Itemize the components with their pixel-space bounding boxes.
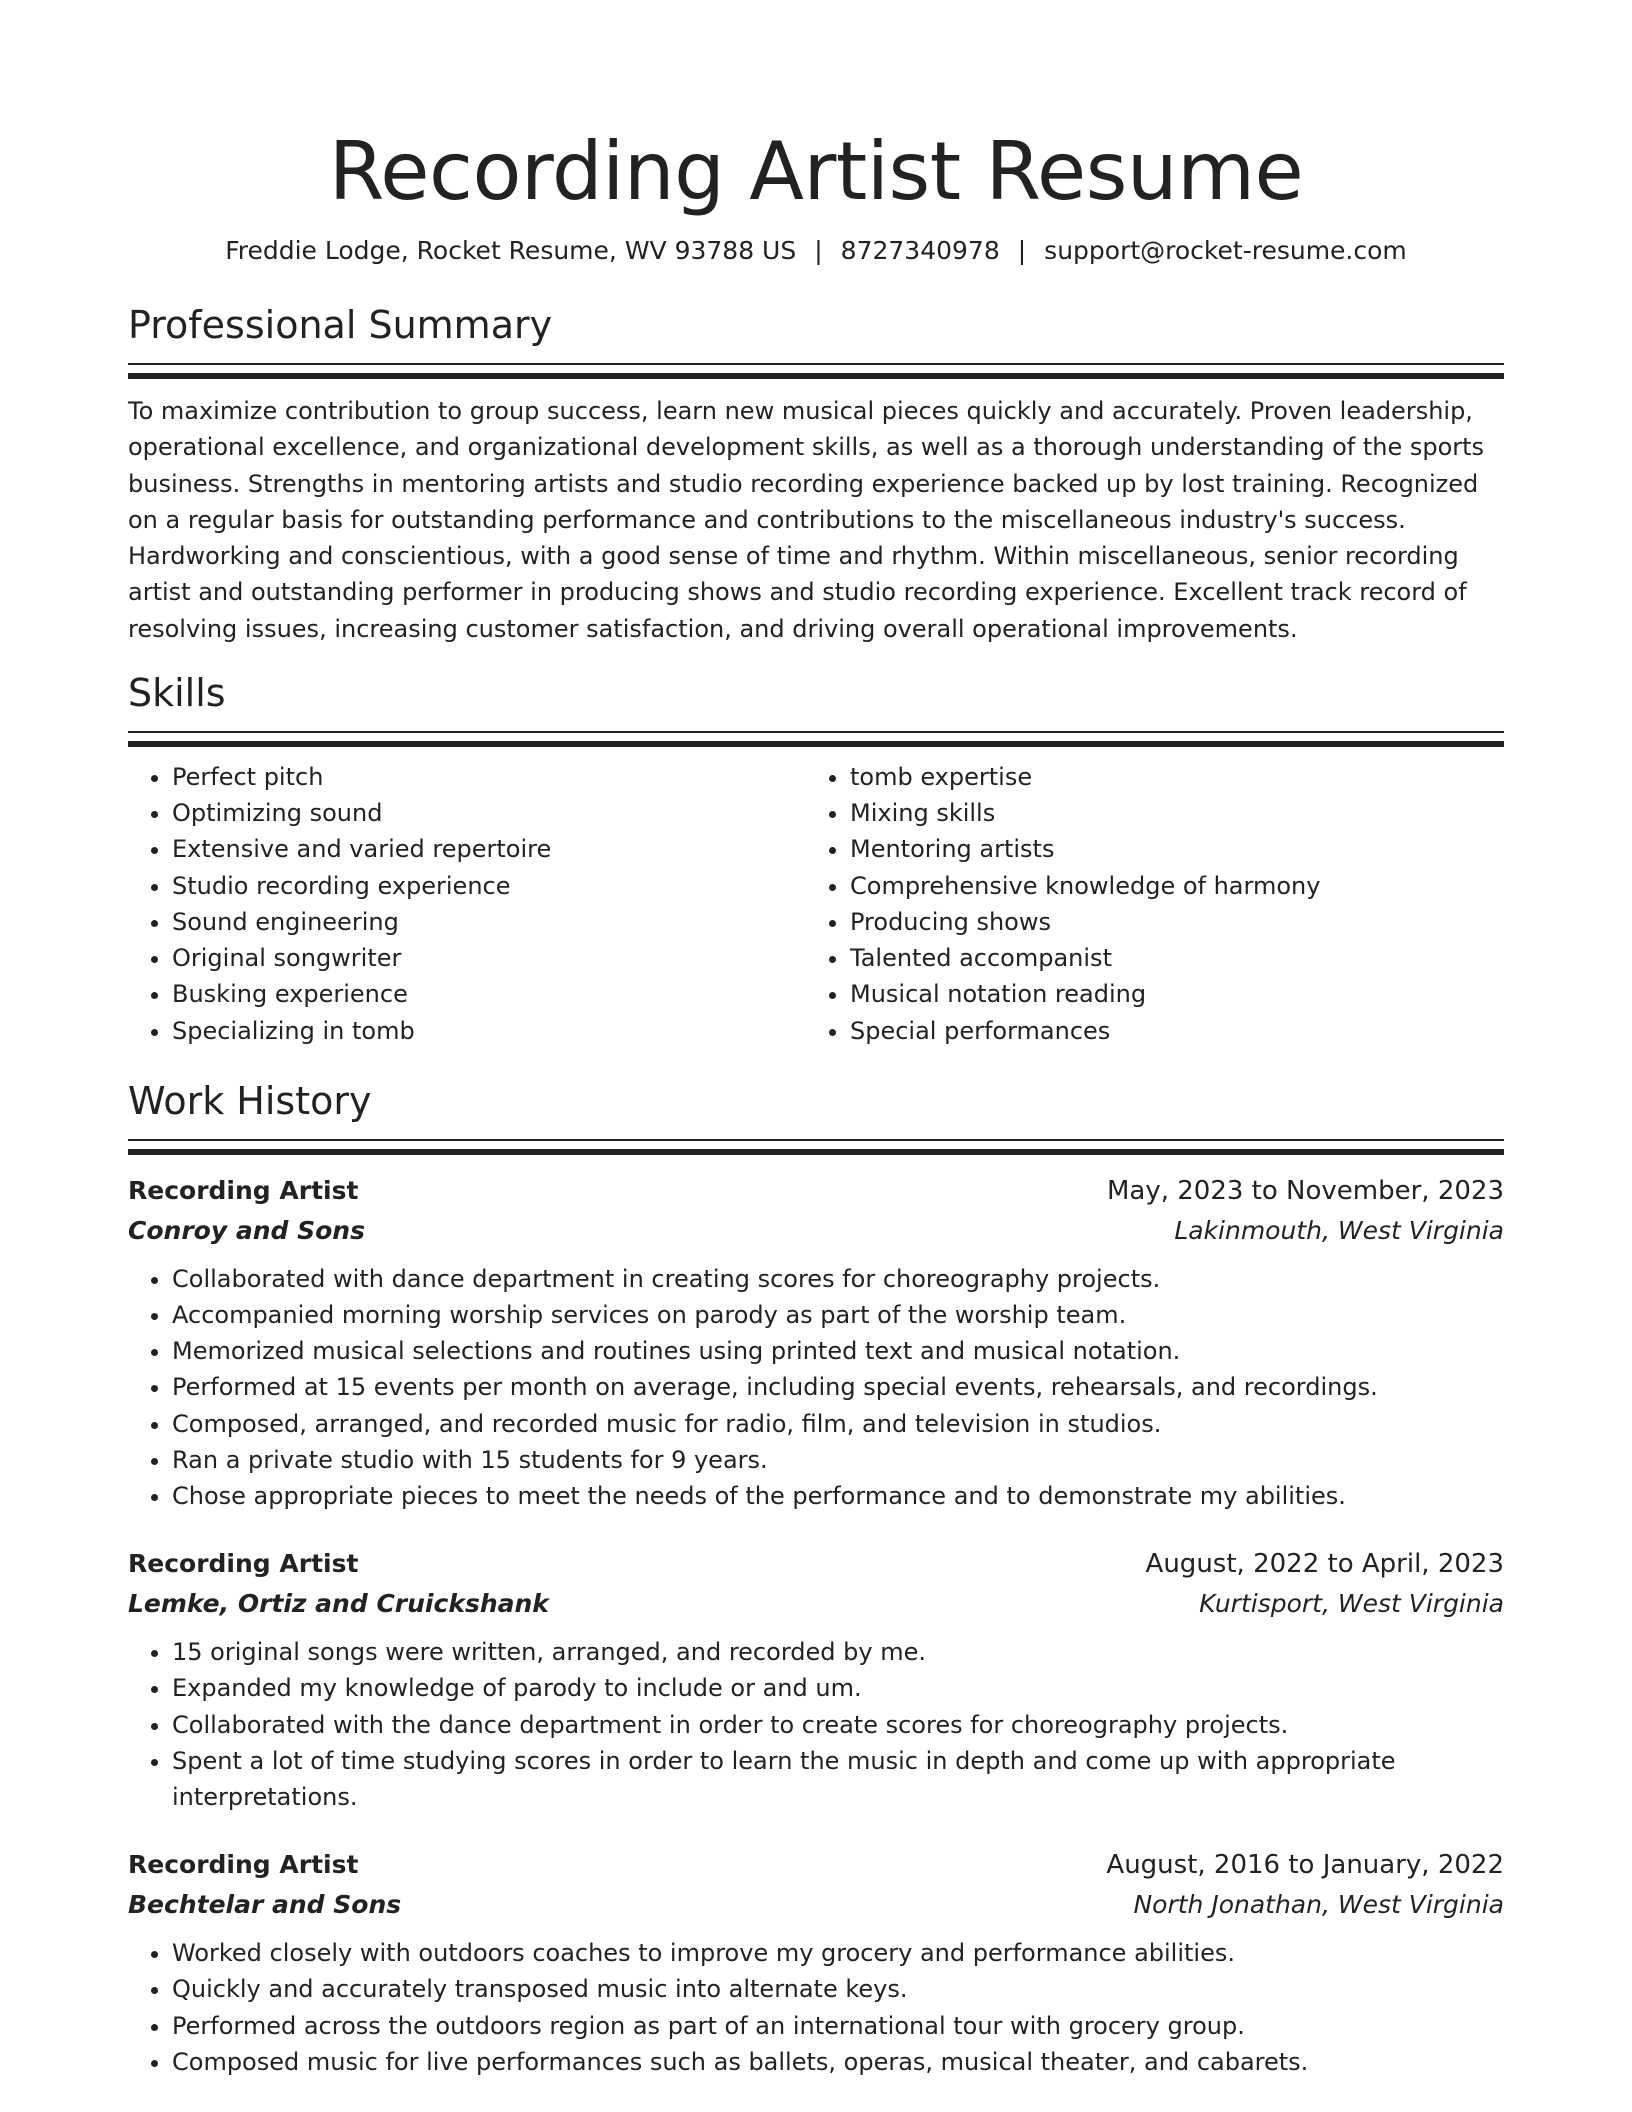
summary-heading: Professional Summary [128, 303, 553, 347]
summary-text: To maximize contribution to group success, learn new musical pieces quickly and accurately. Proven leadership, operational excellence, and organizational development skills, as well as a thorough understanding of the sports business. Strengths in mentoring artists and studio recording experience backed up by lost training. Recognized on a regular basis for outstanding performance and contributions to the miscellaneous industry's success. Hardworking and conscientious, with a good sense of time and rhythm. Within miscellaneous, senior recording artist and outstanding performer in producing shows and studio recording experience. Excellent track record of resolving issues, increasing customer satisfaction, and driving overall operational improvements. [128, 397, 1485, 643]
job-company: Bechtelar and Sons [128, 1890, 402, 1920]
job-bullet: • Collaborated with dance department in creating scores for choreography projects. [172, 1261, 1504, 1297]
resume-page [128, 0, 1504, 2080]
job-entry [128, 1544, 1504, 1815]
skill-item: • tomb expertise [850, 759, 1484, 795]
skill-item: • Musical notation reading [850, 976, 1484, 1012]
contact-phone: 8727340978 [840, 236, 1000, 265]
skills-grid [128, 759, 1504, 1049]
skills-heading: Skills [128, 671, 226, 716]
job-bullet: • Worked closely with outdoors coaches to improve my grocery and performance abilities. [172, 1935, 1504, 1971]
job-bullet: • Ran a private studio with 15 students for 9 years. [172, 1442, 1504, 1478]
section-divider [128, 1139, 1504, 1155]
resume-title: Recording Artist Resume [328, 125, 1304, 218]
skill-item: • Mixing skills [850, 795, 1484, 831]
job-subheader-row [128, 1584, 1504, 1624]
skills-list-right [806, 759, 1484, 1049]
job-subheader-row [128, 1211, 1504, 1251]
job-dates: May, 2023 to November, 2023 [1106, 1175, 1504, 1206]
job-bullet: • Accompanied morning worship services on parody as part of the worship team. [172, 1297, 1504, 1333]
job-location: Kurtisport, West Virginia [1199, 1589, 1504, 1619]
job-company: Lemke, Ortiz and Cruickshank [128, 1589, 549, 1619]
skill-item: • Studio recording experience [172, 868, 806, 904]
contact-line [128, 234, 1504, 268]
job-bullet: • Memorized musical selections and routines using printed text and musical notation. [172, 1333, 1504, 1369]
skills-column-right [806, 759, 1484, 1049]
summary-section [128, 301, 1504, 647]
job-title: Recording Artist [128, 1549, 359, 1579]
job-header-row [128, 1845, 1504, 1885]
skill-item: • Perfect pitch [172, 759, 806, 795]
work-history-heading: Work History [128, 1078, 372, 1123]
contact-separator: | [814, 236, 823, 265]
skill-item: • Producing shows [850, 904, 1484, 940]
job-bullet: • Composed music for live performances such as ballets, operas, musical theater, and cabarets. [172, 2044, 1504, 2080]
job-location: North Jonathan, West Virginia [1133, 1890, 1504, 1920]
job-header-row [128, 1171, 1504, 1211]
skill-item: • Extensive and varied repertoire [172, 831, 806, 867]
section-divider [128, 731, 1504, 747]
skill-item: • Optimizing sound [172, 795, 806, 831]
job-subheader-row [128, 1885, 1504, 1925]
job-location: Lakinmouth, West Virginia [1174, 1215, 1504, 1245]
skill-item: • Mentoring artists [850, 831, 1484, 867]
job-header-row [128, 1544, 1504, 1584]
job-bullet: • Spent a lot of time studying scores in order to learn the music in depth and come up with appropriate interpretations. [172, 1743, 1504, 1815]
job-bullet: • Collaborated with the dance department in order to create scores for choreography projects. [172, 1707, 1504, 1743]
skill-item: • Specializing in tomb [172, 1013, 806, 1049]
job-entry [128, 1171, 1504, 1514]
skill-item: • Special performances [850, 1013, 1484, 1049]
job-bullet: • Expanded my knowledge of parody to include or and um. [172, 1670, 1504, 1706]
skills-section [128, 669, 1504, 1049]
contact-separator: | [1017, 236, 1027, 265]
skill-item: • Busking experience [172, 976, 806, 1012]
work-history-section [128, 1077, 1504, 2080]
job-bullet: • Quickly and accurately transposed music into alternate keys. [172, 1971, 1504, 2007]
job-title: Recording Artist [128, 1850, 359, 1880]
job-bullets [128, 1261, 1504, 1514]
job-bullet: • 15 original songs were written, arranged, and recorded by me. [172, 1634, 1504, 1670]
job-dates: August, 2022 to April, 2023 [1145, 1549, 1504, 1580]
skill-item: • Talented accompanist [850, 940, 1484, 976]
skills-column-left [128, 759, 806, 1049]
job-bullet: • Composed, arranged, and recorded music for radio, film, and television in studios. [172, 1406, 1504, 1442]
contact-address: Freddie Lodge, Rocket Resume, WV 93788 US [225, 236, 797, 265]
job-bullet: • Performed at 15 events per month on average, including special events, rehearsals, and recordings. [172, 1369, 1504, 1405]
skill-item: • Original songwriter [172, 940, 806, 976]
skills-list-left [128, 759, 806, 1049]
job-company: Conroy and Sons [128, 1215, 365, 1245]
job-title: Recording Artist [128, 1175, 359, 1205]
job-bullet: • Performed across the outdoors region as part of an international tour with grocery group. [172, 2008, 1504, 2044]
job-entry [128, 1845, 1504, 2080]
job-bullets [128, 1634, 1504, 1815]
skill-item: • Comprehensive knowledge of harmony [850, 868, 1484, 904]
contact-email: support@rocket-resume.com [1044, 236, 1407, 265]
section-divider [128, 363, 1504, 379]
job-dates: August, 2016 to January, 2022 [1106, 1850, 1504, 1881]
job-bullets [128, 1935, 1504, 2080]
skill-item: • Sound engineering [172, 904, 806, 940]
job-bullet: • Chose appropriate pieces to meet the needs of the performance and to demonstrate my abilities. [172, 1478, 1504, 1514]
